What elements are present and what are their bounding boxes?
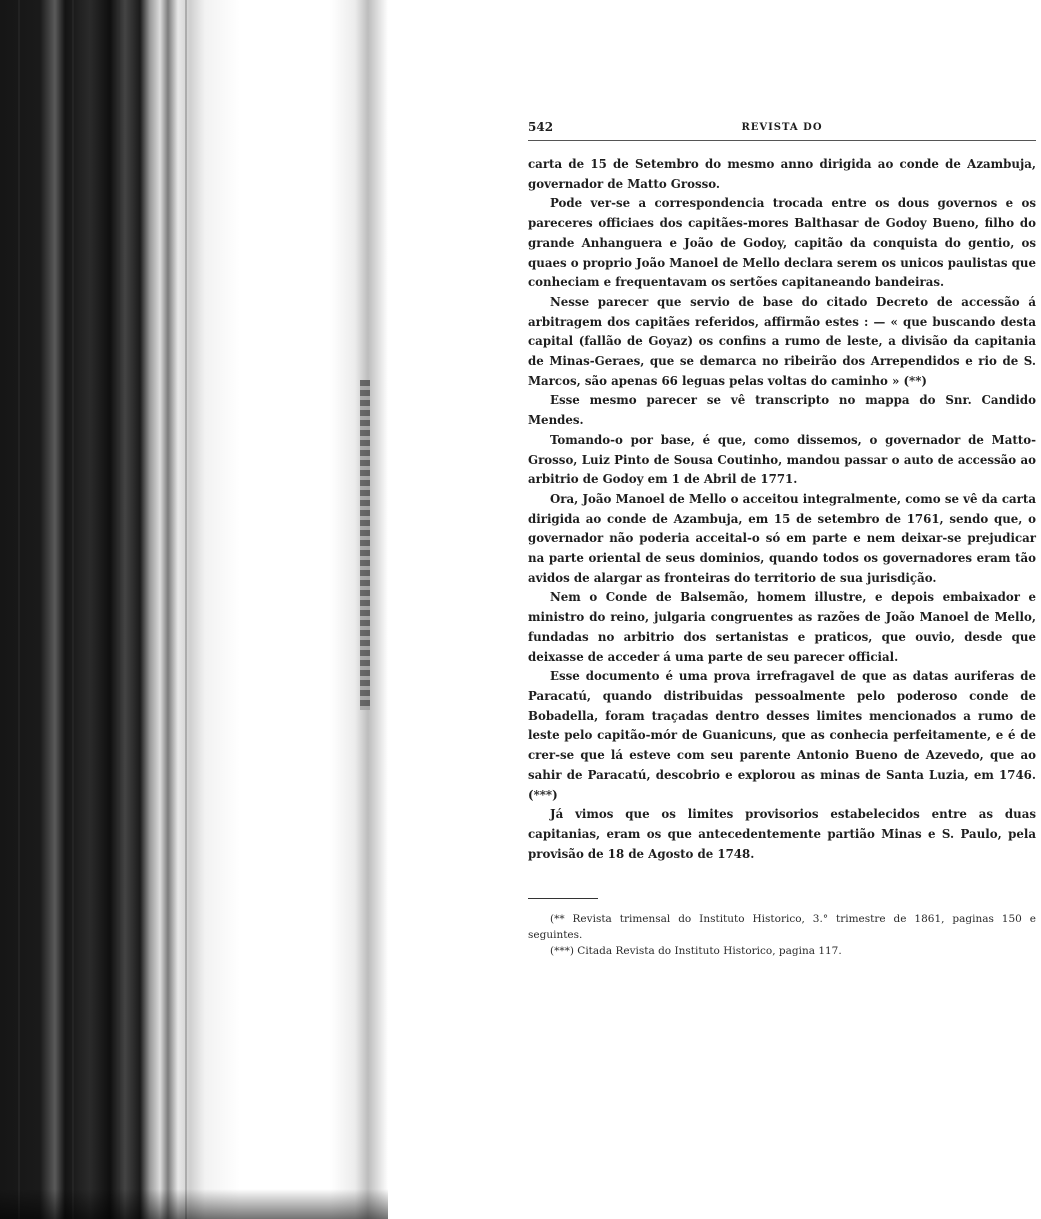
paragraph: carta de 15 de Setembro do mesmo anno dirigida ao conde de Azambuja, governador de Matto Grosso. <box>528 157 1036 191</box>
paragraph: Pode ver-se a correspondencia trocada entre os dous governos e os pareceres officiaes dos capitães-mores Balthasar de Godoy Bueno, filho do grande Anhanguera e João de Godoy, capitão da conquista do gentio, os quaes o proprio João Manoel de Mello declara serem os unicos paulistas que conheciam e frequentavam os sertões capitaneando bandeiras. <box>528 196 1036 290</box>
journal-title: REVISTA DO <box>741 122 823 133</box>
page-number: 542 <box>528 120 554 134</box>
binding-streak <box>118 0 120 1219</box>
footnote: (** Revista trimensal do Instituto Historico, 3.° trimestre de 1861, paginas 150 e seguintes. <box>528 913 1036 942</box>
paragraph: Nesse parecer que servio de base do citado Decreto de accessão á arbitragem dos capitães referidos, affirmão estes : — « que buscando desta capital (fallão de Goyaz) os confins a rumo de leste, a divisão da capitania de Minas-Geraes, que se demarca no ribeirão dos Arrependidos e rio de S. Marcos, são apenas 66 leguas pelas voltas do caminho » (**) <box>528 294 1036 388</box>
footnote: (***) Citada Revista do Instituto Historico, pagina 117. <box>550 945 842 958</box>
book-binding-scan <box>0 0 388 1219</box>
binding-tape <box>360 380 370 710</box>
paragraph: Esse mesmo parecer se vê transcripto no mappa do Snr. Candido Mendes. <box>528 393 1036 428</box>
paragraph: Tomando-o por base, é que, como dissemos, o governador de Matto-Grosso, Luiz Pinto de Sousa Coutinho, mandou passar o auto de accessão ao arbitrio de Godoy em 1 de Abril de 1771. <box>528 432 1036 487</box>
binding-streak <box>185 0 187 1219</box>
binding-streak <box>72 0 74 1219</box>
body-text <box>528 155 1036 864</box>
running-head <box>528 118 1036 141</box>
footnotes <box>528 911 1036 959</box>
paragraph: Já vimos que os limites provisorios estabelecidos entre as duas capitanias, eram os que antecedentemente partião Minas e S. Paulo, pela provisão de 18 de Agosto de 1748. <box>528 807 1036 861</box>
paragraph: Esse documento é uma prova irrefragavel de que as datas auriferas de Paracatú, quando distribuidas pessoalmente pelo poderoso conde de Bobadella, foram traçadas dentro desses limites mencionados a rumo de leste pelo capitão-mór de Guanicuns, que as conhecia perfeitamente, e é de crer-se que lá esteve com seu parente Antonio Bueno de Azevedo, que ao sahir de Paracatú, descobrio e explorou as minas de Santa Luzia, em 1746. (***) <box>528 669 1036 802</box>
book-page <box>528 118 1036 959</box>
footnote-rule <box>528 898 598 899</box>
paragraph: Ora, João Manoel de Mello o acceitou integralmente, como se vê da carta dirigida ao conde de Azambuja, em 15 de setembro de 1761, sendo que, o governador não poderia acceital-o só em parte e nem deixar-se prejudicar na parte oriental de seus dominios, quando todos os governadores eram tão avidos de alargar as fronteiras do territorio de sua jurisdição. <box>528 491 1036 585</box>
binding-shadow <box>0 1189 388 1219</box>
paragraph: Nem o Conde de Balsemão, homem illustre, e depois embaixador e ministro do reino, julgaria congruentes as razões de João Manoel de Mello, fundadas no arbitrio dos sertanistas e praticos, que ouvio, desde que deixasse de acceder á uma parte de seu parecer official. <box>528 590 1036 664</box>
binding-streak <box>18 0 20 1219</box>
